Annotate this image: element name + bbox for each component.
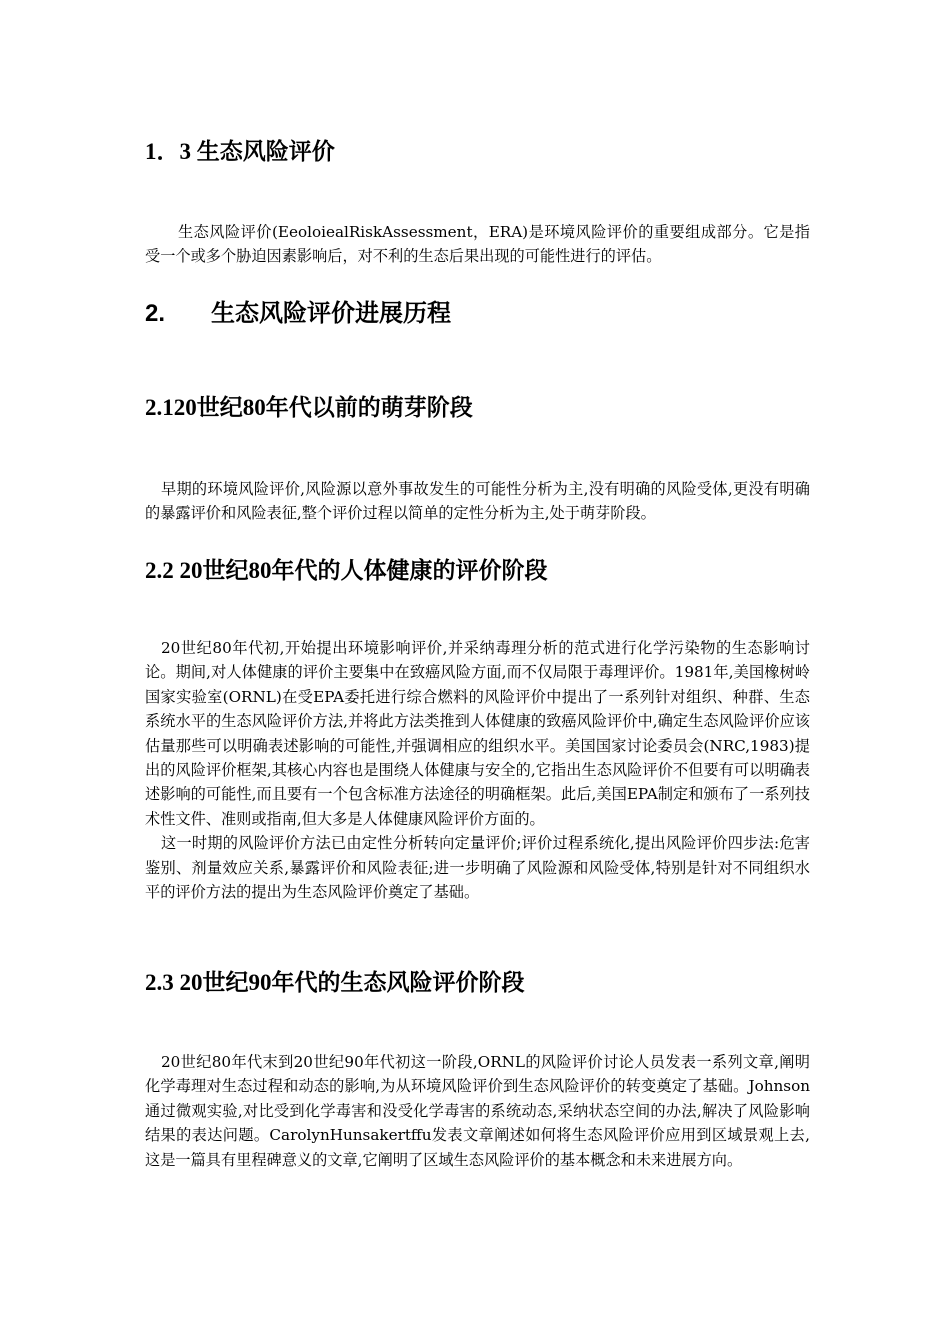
section-heading-2-3: 2.3 20世纪90年代的生态风险评价阶段 — [145, 970, 525, 995]
paragraph: 早期的环境风险评价,风险源以意外事故发生的可能性分析为主,没有明确的风险受体,更没有明确的暴露评价和风险表征,整个评价过程以简单的定性分析为主,处于萌芽阶段。 — [145, 480, 810, 523]
section-2-3-body — [145, 1050, 810, 1172]
chapter-heading-2 — [145, 299, 810, 329]
section-heading-2-1: 2.120世纪80年代以前的萌芽阶段 — [145, 395, 473, 420]
paragraph: 20世纪80年代初,开始提出环境影响评价,并采纳毒理分析的范式进行化学污染物的生态影响讨论。期间,对人体健康的评价主要集中在致癌风险方面,而不仅局限于毒理评价。1981年,美国橡树岭国家实验室(ORNL)在受EPA委托进行综合燃料的风险评价中提出了一系列针对组织、种群、生态系统水平的生态风险评价方法,并将此方法类推到人体健康的致癌风险评价中,确定生态风险评价应该估量那些可以明确表述影响的可能性,并强调相应的组织水平。美国国家讨论委员会(NRC,1983)提出的风险评价框架,其核心内容也是围绕人体健康与安全的,它指出生态风险评价不但要有可以明确表述影响的可能性,而且要有一个包含标准方法途径的明确框架。此后,美国EPA制定和颁布了一系列技术性文件、准则或指南,但大多是人体健康风险评价方面的。 — [145, 639, 810, 828]
chapter-number: 2. — [145, 300, 166, 327]
section-1-3-body — [145, 220, 810, 269]
section-2-1-body — [145, 477, 810, 526]
section-heading-2-2: 2.2 20世纪80年代的人体健康的评价阶段 — [145, 558, 548, 583]
section-heading-1-3: 1．3 生态风险评价 — [145, 139, 335, 164]
section-2-2-body — [145, 636, 810, 904]
chapter-title: 生态风险评价进展历程 — [211, 300, 451, 327]
paragraph: 20世纪80年代末到20世纪90年代初这一阶段,ORNL的风险评价讨论人员发表一系列文章,阐明化学毒理对生态过程和动态的影响,为从环境风险评价到生态风险评价的转变奠定了基础。Johnson通过微观实验,对比受到化学毒害和没受化学毒害的系统动态,采纳状态空间的办法,解决了风险影响结果的表达问题。CarolynHunsakertffu发表文章阐述如何将生态风险评价应用到区域景观上去,这是一篇具有里程碑意义的文章,它阐明了区域生态风险评价的基本概念和未来进展方向。 — [145, 1053, 810, 1169]
paragraph: 这一时期的风险评价方法已由定性分析转向定量评价;评价过程系统化,提出风险评价四步法:危害鉴别、剂量效应关系,暴露评价和风险表征;进一步明确了风险源和风险受体,特别是针对不同组织水平的评价方法的提出为生态风险评价奠定了基础。 — [145, 834, 810, 902]
paragraph: 生态风险评价(EeoloiealRiskAssessment，ERA)是环境风险评价的重要组成部分。它是指受一个或多个胁迫因素影响后，对不利的生态后果出现的可能性进行的评估。 — [145, 223, 810, 266]
